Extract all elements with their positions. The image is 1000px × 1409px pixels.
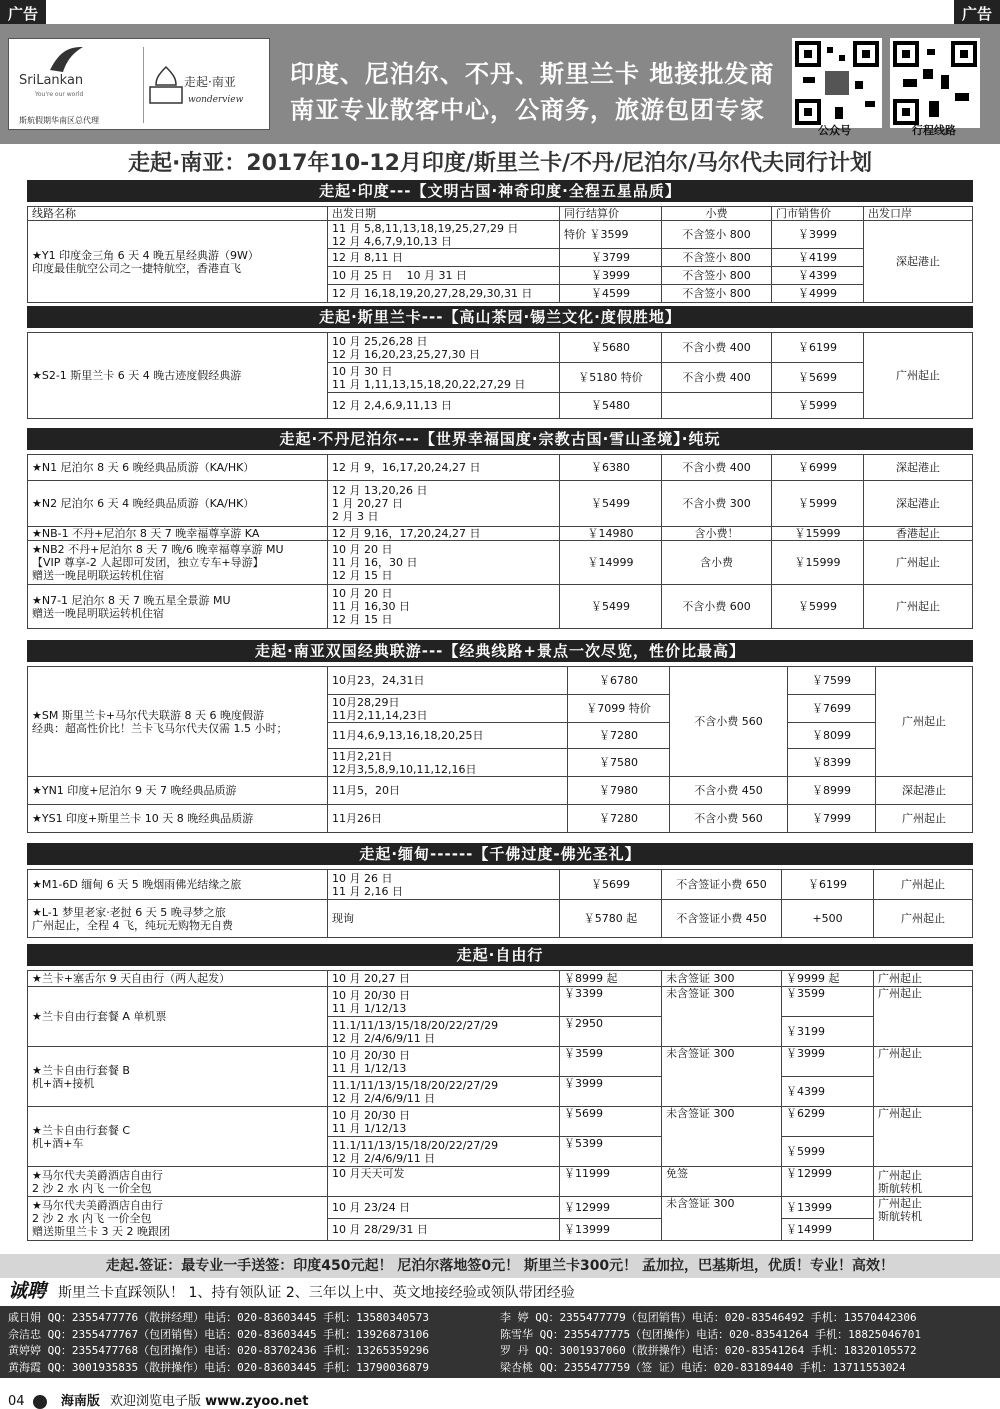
route-name: ★N1 尼泊尔 8 天 6 晚经典品质游（KA/HK） [28,455,328,481]
departure-date: 10 月 20,27 日 [328,971,560,987]
departure-date: 10 月 25 日 10 月 31 日 [328,267,560,285]
retail-price: ￥5999 [772,585,864,629]
tagline: 印度、尼泊尔、不丹、斯里兰卡 地接批发商 [290,60,775,88]
tour-table [27,206,973,303]
contact: 李 婷 QQ：2355477779（包团销售）电话：020-83546492 手机：13570442306 [500,1311,917,1324]
departure-port: 广州起止 [874,870,973,900]
departure-port: 广州起止 [864,541,973,585]
qr-code [890,38,980,128]
section-heading: 走起·不丹尼泊尔---【世界幸福国度·宗教古国·雪山圣境】·纯玩 [27,428,973,450]
table-row [28,667,973,695]
retail-price: ￥8999 [788,777,876,805]
table-row [28,900,973,938]
departure-date: 现询 [328,900,560,938]
contact: 陈雪华 QQ：2355477775（包团操作）电话：020-83541264 手机：18825046701 [500,1327,922,1341]
ad-label: 广告 [954,0,1000,24]
column-header: 线路名称 [28,207,328,221]
net-price: ￥14980 [560,527,662,541]
tip: 未含签证 300 [662,1047,782,1107]
departure-port: 广州起止 [864,585,973,629]
departure-date: 11月26日 [328,805,568,833]
departure-port: 广州起止 [876,805,973,833]
retail-price: ￥6999 [772,455,864,481]
net-price: ￥5480 [560,393,662,419]
tip: 含小费！ [662,527,772,541]
brand-name: SriLankan [19,73,84,88]
ad-label: 广告 [0,0,46,24]
tip: 不含小费 450 [670,777,788,805]
brand2-english: wonderview [188,95,244,105]
departure-date: 11.1/11/13/15/18/20/22/27/29 12 月 2/4/6/9/11 日 [328,1137,560,1167]
departure-date: 12 月 9,16，17,20,24,27 日 [328,527,560,541]
page-number: 04 [8,1394,25,1409]
tip: 不含小费 560 [670,805,788,833]
tip: 不含签小 800 [662,267,772,285]
departure-date: 12 月 16,18,19,20,27,28,29,30,31 日 [328,285,560,303]
departure-date: 11月4,6,9,13,16,18,20,25日 [328,723,568,749]
qr-code-icon [893,41,977,125]
departure-date: 11月5，20日 [328,777,568,805]
tip: 不含签证小费 650 [662,870,782,900]
departure-date: 10月28,29日 11月2,11,14,23日 [328,695,568,723]
departure-port: 深起港止 [864,481,973,527]
retail-price: ￥6199 [782,870,874,900]
departure-port: 深起港止 [864,455,973,481]
tip: 不含小费 300 [662,481,772,527]
departure-date: 12 月 2,4,6,9,11,13 日 [328,393,560,419]
agent-label: 斯航假期华南区总代理 [19,116,99,125]
departure-port: 广州起止 [874,1047,973,1107]
table-row [28,987,973,1017]
departure-port: 香港起止 [864,527,973,541]
section-myanmar [27,843,973,938]
departure-port: 广州起止 斯航转机 [874,1197,973,1241]
wonderview-logo [143,47,265,123]
contact-row [8,1342,992,1359]
route-name: ★SM 斯里兰卡+马尔代夫联游 8 天 6 晚度假游 经典：超高性价比！兰卡飞马尔代夫仅需 1.5 小时； [28,667,328,777]
table-row [28,971,973,987]
departure-date: 10 月 20 日 11 月 16，30 日 12 月 15 日 [328,541,560,585]
qr-label: 公众号 [818,124,851,137]
tour-table [27,869,973,938]
departure-date: 10月23，24,31日 [328,667,568,695]
tip: 不含小费 400 [662,363,772,393]
table-row [28,1197,973,1219]
column-header: 出发日期 [328,207,560,221]
tip: 不含签小 800 [662,249,772,267]
tagline: 南亚专业散客中心，公商务，旅游包团专家 [290,96,765,124]
retail-price: ￥4999 [772,285,864,303]
tip: 含小费 [662,541,772,585]
departure-date: 10 月 30 日 11 月 1,11,13,15,18,20,22,27,29 日 [328,363,560,393]
departure-date: 12 月 13,20,26 日 1 月 20,27 日 2 月 3 日 [328,481,560,527]
retail-price: ￥4199 [772,249,864,267]
section-free-travel [27,944,973,1241]
departure-port: 广州起止 [874,900,973,938]
logo-box [8,38,270,130]
table-row [28,1047,973,1077]
departure-date: 10 月 20 日 11 月 16,30 日 12 月 15 日 [328,585,560,629]
departure-port: 广州起止 [874,1107,973,1167]
section-bhutan-nepal [27,428,973,629]
route-name: ★马尔代夫美爵酒店自由行 2 沙 2 水 内飞 一价全包 [28,1167,328,1197]
table-row [28,870,973,900]
table-row [28,221,973,249]
departure-port: 广州起止 斯航转机 [874,1167,973,1197]
table-row [28,777,973,805]
departure-port: 广州起止 [876,667,973,777]
contact-row [8,1359,992,1376]
departure-port: 广州起止 [874,971,973,987]
footer [8,1390,308,1409]
route-name: ★NB-1 不丹+尼泊尔 8 天 7 晚幸福尊享游 KA [28,527,328,541]
route-name: ★马尔代夫美爵酒店自由行 2 沙 2 水 内飞 一价全包 赠送斯里兰卡 3 天 2 晚跟团 [28,1197,328,1241]
net-price: ￥5499 [560,585,662,629]
net-price: ￥2950 [560,1017,662,1047]
tip [662,393,772,419]
net-price: ￥4599 [560,285,662,303]
contact: 佘洁忠 QQ：2355477767（包团销售）电话：020-83603445 手机：13926873106 [8,1327,430,1341]
table-row [28,1107,973,1137]
net-price: ￥3799 [560,249,662,267]
qr-code [792,38,882,128]
retail-price: ￥5699 [772,363,864,393]
section-heading: 走起·南亚双国经典联游---【经典线路+景点一次尽览，性价比最高】 [27,640,973,662]
departure-date: 10 月 26 日 11 月 2,16 日 [328,870,560,900]
section-heading: 走起·斯里兰卡---【高山茶园·锡兰文化·度假胜地】 [27,306,973,328]
table-row [28,805,973,833]
column-header: 同行结算价 [560,207,662,221]
departure-date: 11月2,21日 12月3,5,8,9,10,11,12,16日 [328,749,568,777]
section-heading: 走起·缅甸------【千佛过度-佛光圣礼】 [27,843,973,865]
qr-code-icon [795,41,879,125]
taj-mahal-icon [148,65,184,105]
recruit-block [0,1254,1000,1304]
net-price: ￥14999 [560,541,662,585]
retail-price: ￥4399 [772,267,864,285]
edition-label: 海南版 [60,1394,100,1409]
route-name: ★YN1 印度+尼泊尔 9 天 7 晚经典品质游 [28,777,328,805]
logo-icon [33,1395,47,1409]
net-price: ￥11999 [560,1167,662,1197]
net-price: ￥5780 起 [560,900,662,938]
route-name: ★S2-1 斯里兰卡 6 天 4 晚古迹度假经典游 [28,333,328,419]
net-price: ￥5699 [560,1107,662,1137]
srilankan-logo [15,45,135,123]
retail-price: ￥13999 [782,1197,874,1219]
table-row [28,333,973,363]
net-price: ￥7980 [568,777,670,805]
route-name: ★YS1 印度+斯里兰卡 10 天 8 晚经典品质游 [28,805,328,833]
slogan: 欢迎浏览电子版 [109,1394,201,1409]
tour-table [27,332,973,419]
departure-date: 10 月 20/30 日 11 月 1/12/13 [328,987,560,1017]
departure-date: 10 月 20/30 日 11 月 1/12/13 [328,1047,560,1077]
retail-price: ￥3999 [772,221,864,249]
tour-table [27,454,973,629]
tip: 免签 [662,1167,782,1197]
retail-price: ￥4399 [782,1077,874,1107]
section-heading: 走起·自由行 [27,944,973,966]
net-price: ￥7099 特价 [568,695,670,723]
retail-price: ￥3999 [782,1047,874,1077]
contact: 黄海霞 QQ：3001935835（散拼操作）电话：020-83603445 手机：13790036879 [8,1360,430,1374]
table-header [28,207,973,221]
departure-date: 12 月 9，16,17,20,24,27 日 [328,455,560,481]
retail-price: ￥3599 [782,987,874,1017]
tour-table [27,970,973,1241]
column-header: 门市销售价 [772,207,864,221]
route-name: ★L-1 梦里老家·老挝 6 天 5 晚寻梦之旅 广州起止，全程 4 飞，纯玩无购物无自费 [28,900,328,938]
retail-price: ￥7999 [788,805,876,833]
net-price: ￥7580 [568,749,670,777]
departure-date: 10 月 23/24 日 [328,1197,560,1219]
job-ad [0,1278,1000,1304]
net-price: ￥5399 [560,1137,662,1167]
tour-table [27,666,973,833]
retail-price: ￥7599 [788,667,876,695]
net-price: ￥3399 [560,987,662,1017]
route-name: ★兰卡+塞舌尔 9 天自由行（两人起发） [28,971,328,987]
section-india [27,180,973,303]
peacock-icon [45,45,85,73]
retail-price: ￥5999 [772,393,864,419]
contact-row [8,1326,992,1343]
retail-price: ￥6299 [782,1107,874,1137]
table-row [28,1167,973,1197]
table-row [28,481,973,527]
net-price: ￥3599 [560,1047,662,1077]
table-row [28,455,973,481]
contact: 罗 丹 QQ：3001937060（散拼操作）电话：020-83541264 手机：18320105572 [500,1344,917,1357]
route-name: ★兰卡自由行套餐 A 单机票 [28,987,328,1047]
departure-date: 10 月 28/29/31 日 [328,1219,560,1241]
contact: 戚日娟 QQ：2355477776（散拼经理）电话：020-83603445 手机：13580340573 [8,1311,430,1324]
departure-port: 广州起止 [874,987,973,1047]
net-price: ￥6380 [560,455,662,481]
page-title: 走起·南亚：2017年10-12月印度/斯里兰卡/不丹/尼泊尔/马尔代夫同行计划 [127,151,873,176]
retail-price: ￥15999 [772,541,864,585]
retail-price: ￥8399 [788,749,876,777]
net-price: ￥5499 [560,481,662,527]
retail-price: ￥5999 [772,481,864,527]
tip: 不含小费 400 [662,455,772,481]
retail-price: ￥15999 [772,527,864,541]
tip: 不含签小 800 [662,285,772,303]
retail-price: ￥5999 [782,1137,874,1167]
departure-port: 深起港止 [864,221,973,303]
retail-price: ￥9999 起 [782,971,874,987]
net-price: ￥7280 [568,805,670,833]
route-name: ★兰卡自由行套餐 C 机+酒+车 [28,1107,328,1167]
website-link[interactable]: www.zyoo.net [205,1394,309,1409]
brand-subtitle: You're our world [35,91,84,98]
net-price: ￥5680 [560,333,662,363]
retail-price: ￥14999 [782,1219,874,1241]
net-price: ￥5180 特价 [560,363,662,393]
net-price: ￥3999 [560,267,662,285]
contact: 黄婷婷 QQ：2355477768（包团操作）电话：020-83702436 手机：13265359296 [8,1344,430,1357]
retail-price: ￥3199 [782,1017,874,1047]
route-name: ★兰卡自由行套餐 B 机+酒+接机 [28,1047,328,1107]
job-keyword: 诚聘 [8,1280,47,1302]
tip: 不含小费 600 [662,585,772,629]
tip: 未含签证 300 [662,987,782,1047]
net-price: ￥3999 [560,1077,662,1107]
departure-port: 广州起止 [864,333,973,419]
departure-date: 10 月 20/30 日 11 月 1/12/13 [328,1107,560,1137]
net-price: ￥5699 [560,870,662,900]
tip: 未含签证 300 [662,1107,782,1167]
tip: 不含小费 400 [662,333,772,363]
retail-price: ￥12999 [782,1167,874,1197]
departure-date: 10 月天天可发 [328,1167,560,1197]
section-srilanka [27,306,973,419]
route-name: ★N7-1 尼泊尔 8 天 7 晚五星全景游 MU 赠送一晚昆明联运转机住宿 [28,585,328,629]
departure-date: 11.1/11/13/15/18/20/22/27/29 12 月 2/4/6/9/11 日 [328,1077,560,1107]
net-price: ￥8999 起 [560,971,662,987]
table-row [28,585,973,629]
departure-port: 深起港止 [876,777,973,805]
visa-banner: 走起.签证：最专业一手送签：印度450元起！ 尼泊尔落地签0元！ 斯里兰卡300元！ 孟加拉，巴基斯坦，优质！专业！高效！ [0,1254,1000,1278]
departure-date: 11.1/11/13/15/18/20/22/27/29 12 月 2/4/6/9/11 日 [328,1017,560,1047]
net-price: ￥13999 [560,1219,662,1241]
net-price: 特价 ￥3599 [560,221,662,249]
tip: 未含签证 300 [662,971,782,987]
table-row [28,527,973,541]
retail-price: ￥7699 [788,695,876,723]
tip: 不含签小 800 [662,221,772,249]
tip: 未含签证 300 [662,1197,782,1241]
departure-date: 11 月 5,8,11,13,18,19,25,27,29 日 12 月 4,6,7,9,10,13 日 [328,221,560,249]
tip: 不含签证小费 450 [662,900,782,938]
brand2-name: 走起·南亚 [184,75,236,89]
job-text: 斯里兰卡直踩领队！ 1、持有领队证 2、三年以上中、英文地接经验或领队带团经验 [58,1285,575,1301]
column-header: 小费 [662,207,772,221]
contact-row [8,1309,992,1326]
contact-list [0,1306,1000,1378]
departure-date: 10 月 25,26,28 日 12 月 16,20,23,25,27,30 日 [328,333,560,363]
route-name: ★NB2 不丹+尼泊尔 8 天 7 晚/6 晚幸福尊享游 MU 【VIP 尊享-2 人起即可发团，独立专车+导游】 赠送一晚昆明联运转机住宿 [28,541,328,585]
net-price: ￥6780 [568,667,670,695]
route-name: ★Y1 印度金三角 6 天 4 晚五星经典游（9W） 印度最佳航空公司之一捷特航空，香港直飞 [28,221,328,303]
retail-price: ￥6199 [772,333,864,363]
table-row [28,541,973,585]
net-price: ￥7280 [568,723,670,749]
net-price: ￥12999 [560,1197,662,1219]
column-header: 出发口岸 [864,207,973,221]
retail-price: ￥8099 [788,723,876,749]
route-name: ★M1-6D 缅甸 6 天 5 晚烟雨佛光结缘之旅 [28,870,328,900]
retail-price: +500 [782,900,874,938]
contact: 梁杏桃 QQ：2355477759（签 证）电话：020-83189440 手机：13711553024 [500,1360,906,1374]
departure-date: 12 月 8,11 日 [328,249,560,267]
qr-label: 行程线路 [912,124,956,137]
section-heading: 走起·印度---【文明古国·神奇印度·全程五星品质】 [27,180,973,202]
section-combo [27,640,973,833]
route-name: ★N2 尼泊尔 6 天 4 晚经典品质游（KA/HK） [28,481,328,527]
tip: 不含小费 560 [670,667,788,777]
